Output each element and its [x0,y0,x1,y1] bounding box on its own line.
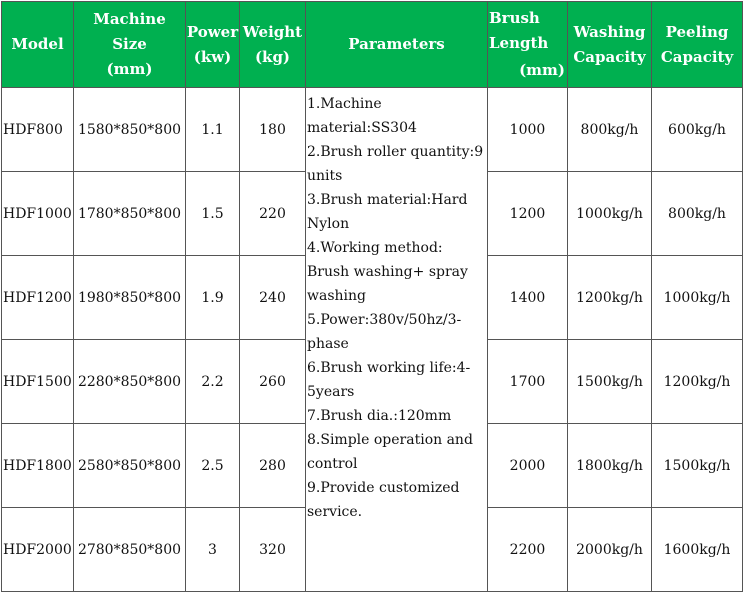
cell-brush-length: 2200 [488,508,568,592]
cell-brush-length: 1700 [488,340,568,424]
cell-peeling-capacity: 1200kg/h [652,340,743,424]
cell-weight: 260 [240,340,306,424]
cell-power: 2.5 [186,424,240,508]
parameter-item: 2.Brush roller quantity:9 units [307,144,484,184]
cell-washing-capacity: 1800kg/h [568,424,652,508]
table-row [2,88,743,172]
header-model: Model [2,2,74,88]
cell-size: 2780*850*800 [74,508,186,592]
cell-weight: 220 [240,172,306,256]
header-power: Power (kw) [186,2,240,88]
cell-peeling-capacity: 1000kg/h [652,256,743,340]
cell-washing-capacity: 1000kg/h [568,172,652,256]
cell-model: HDF1000 [2,172,74,256]
header-parameters: Parameters [306,2,488,88]
header-washing-capacity: Washing Capacity [568,2,652,88]
parameter-item: 7.Brush dia.:120mm [307,408,452,424]
header-brush-length: Brush Length (mm) [488,2,568,88]
cell-washing-capacity: 1200kg/h [568,256,652,340]
cell-size: 2280*850*800 [74,340,186,424]
cell-peeling-capacity: 1500kg/h [652,424,743,508]
cell-size: 1580*850*800 [74,88,186,172]
header-peeling-capacity: Peeling Capacity [652,2,743,88]
header-row [2,2,743,88]
cell-brush-length: 1200 [488,172,568,256]
cell-size: 2580*850*800 [74,424,186,508]
cell-washing-capacity: 2000kg/h [568,508,652,592]
parameter-item: 3.Brush material:Hard Nylon [307,192,468,232]
cell-washing-capacity: 800kg/h [568,88,652,172]
cell-peeling-capacity: 800kg/h [652,172,743,256]
spec-table [1,1,743,592]
header-weight: Weight (kg) [240,2,306,88]
cell-model: HDF1800 [2,424,74,508]
parameters-list [307,92,487,524]
cell-model: HDF2000 [2,508,74,592]
cell-power: 1.5 [186,172,240,256]
cell-model: HDF800 [2,88,74,172]
parameter-item: 8.Simple operation and control [307,432,473,472]
parameter-item: 5.Power:380v/50hz/3-phase [307,312,462,352]
cell-washing-capacity: 1500kg/h [568,340,652,424]
cell-power: 3 [186,508,240,592]
cell-weight: 320 [240,508,306,592]
cell-weight: 280 [240,424,306,508]
cell-size: 1780*850*800 [74,172,186,256]
cell-weight: 240 [240,256,306,340]
cell-power: 2.2 [186,340,240,424]
cell-brush-length: 1000 [488,88,568,172]
cell-brush-length: 1400 [488,256,568,340]
cell-weight: 180 [240,88,306,172]
cell-model: HDF1200 [2,256,74,340]
cell-size: 1980*850*800 [74,256,186,340]
parameters-cell [306,88,488,592]
parameter-item: 1.Machine material:SS304 [307,96,417,136]
cell-brush-length: 2000 [488,424,568,508]
parameter-item: 9.Provide customized service. [307,480,460,520]
header-machine-size: Machine Size (mm) [74,2,186,88]
cell-power: 1.9 [186,256,240,340]
parameter-item: 4.Working method: Brush washing+ spray washing [307,240,468,304]
cell-power: 1.1 [186,88,240,172]
cell-model: HDF1500 [2,340,74,424]
cell-peeling-capacity: 600kg/h [652,88,743,172]
cell-peeling-capacity: 1600kg/h [652,508,743,592]
parameter-item: 6.Brush working life:4-5years [307,360,471,400]
